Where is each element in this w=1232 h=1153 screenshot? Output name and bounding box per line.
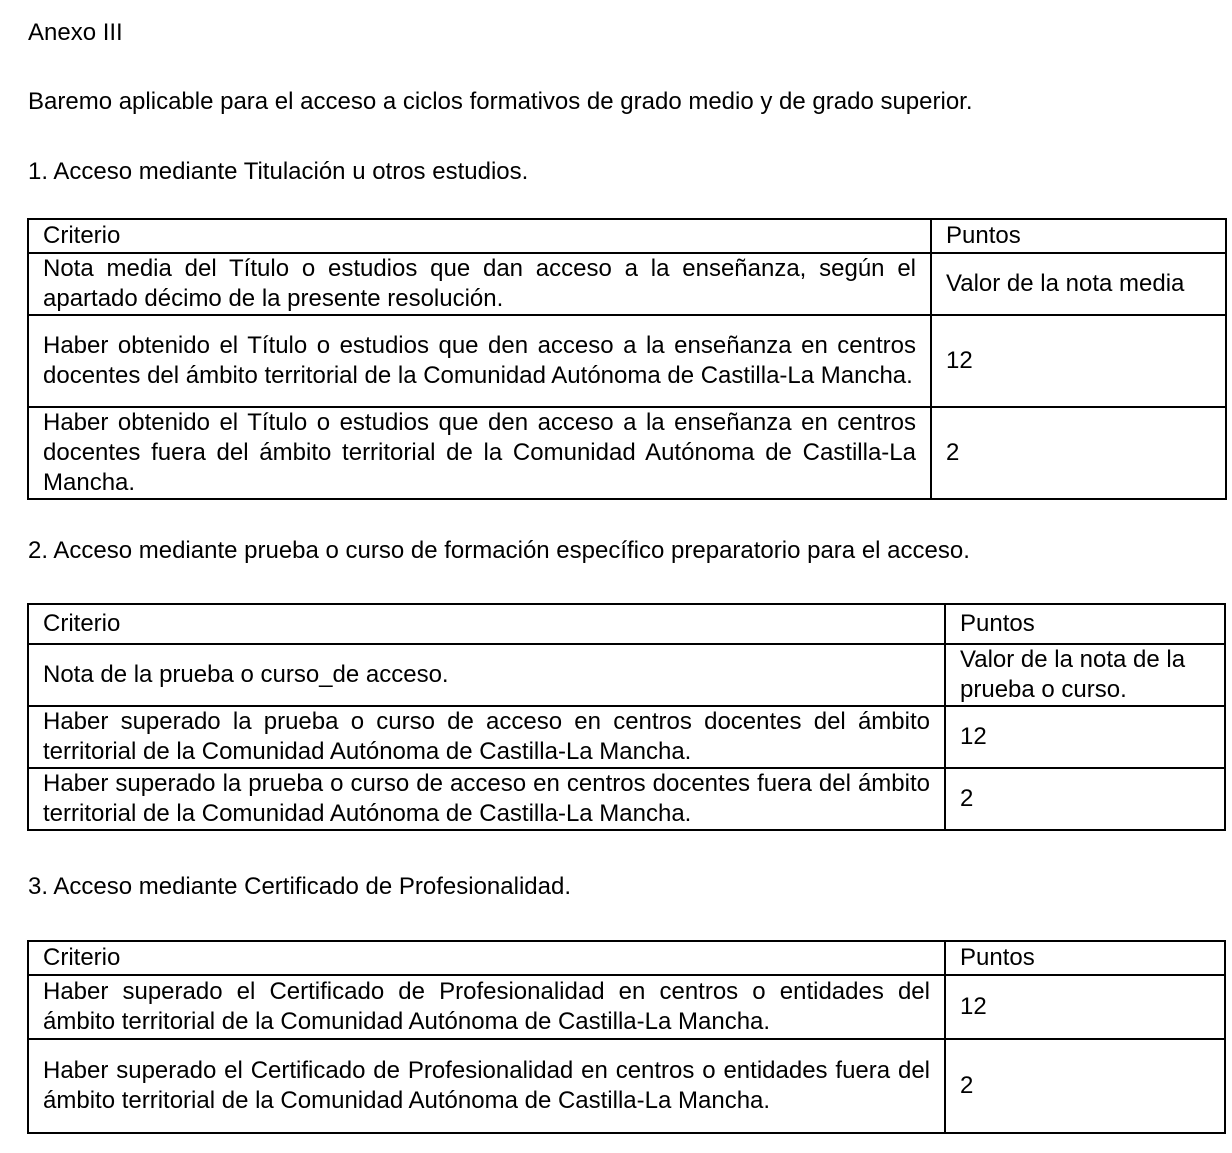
table-row (28, 975, 1225, 1039)
criterio-cell: Haber obtenido el Título o estudios que den acceso a la enseñanza en centros docentes fuera del ámbito territorial de la Comunidad Autónoma de Castilla-La Mancha. (28, 407, 931, 499)
criterio-cell: Haber obtenido el Título o estudios que den acceso a la enseñanza en centros docentes del ámbito territorial de la Comunidad Autónoma de Castilla-La Mancha. (28, 315, 931, 407)
table-header-row (28, 604, 1225, 644)
criterio-cell: Haber superado el Certificado de Profesionalidad en centros o entidades fuera del ámbito territorial de la Comunidad Autónoma de Castilla-La Mancha. (28, 1039, 945, 1133)
puntos-cell: 12 (945, 706, 1225, 768)
header-puntos: Puntos (931, 219, 1226, 253)
table-row (28, 253, 1226, 315)
section-1-heading: 1. Acceso mediante Titulación u otros estudios. (28, 158, 529, 185)
puntos-cell: 12 (945, 975, 1225, 1039)
table-row (28, 768, 1225, 830)
table-row (28, 407, 1226, 499)
section-2-heading: 2. Acceso mediante prueba o curso de formación específico preparatorio para el acceso. (28, 537, 970, 564)
document-title: Baremo aplicable para el acceso a ciclos formativos de grado medio y de grado superior. (28, 88, 973, 115)
puntos-cell: 2 (945, 768, 1225, 830)
puntos-cell: Valor de la nota media (931, 253, 1226, 315)
section-1-table (27, 218, 1227, 500)
puntos-cell: 2 (931, 407, 1226, 499)
header-criterio: Criterio (28, 941, 945, 975)
header-puntos: Puntos (945, 941, 1225, 975)
table-header-row (28, 219, 1226, 253)
section-3-table (27, 940, 1226, 1134)
puntos-cell: 2 (945, 1039, 1225, 1133)
criterio-cell: Nota media del Título o estudios que dan acceso a la enseñanza, según el apartado décimo de la presente resolución. (28, 253, 931, 315)
annex-label: Anexo III (28, 19, 123, 46)
criterio-cell: Haber superado la prueba o curso de acceso en centros docentes del ámbito territorial de la Comunidad Autónoma de Castilla-La Mancha. (28, 706, 945, 768)
table-row (28, 706, 1225, 768)
table-row (28, 315, 1226, 407)
table-row (28, 1039, 1225, 1133)
header-criterio: Criterio (28, 604, 945, 644)
section-2-table (27, 603, 1226, 831)
header-puntos: Puntos (945, 604, 1225, 644)
puntos-cell: Valor de la nota de la prueba o curso. (945, 644, 1225, 706)
puntos-cell: 12 (931, 315, 1226, 407)
criterio-cell: Haber superado la prueba o curso de acceso en centros docentes fuera del ámbito territorial de la Comunidad Autónoma de Castilla-La Mancha. (28, 768, 945, 830)
criterio-cell: Haber superado el Certificado de Profesionalidad en centros o entidades del ámbito territorial de la Comunidad Autónoma de Castilla-La Mancha. (28, 975, 945, 1039)
section-3-heading: 3. Acceso mediante Certificado de Profesionalidad. (28, 873, 571, 900)
criterio-cell: Nota de la prueba o curso_de acceso. (28, 644, 945, 706)
header-criterio: Criterio (28, 219, 931, 253)
table-row (28, 644, 1225, 706)
table-header-row (28, 941, 1225, 975)
